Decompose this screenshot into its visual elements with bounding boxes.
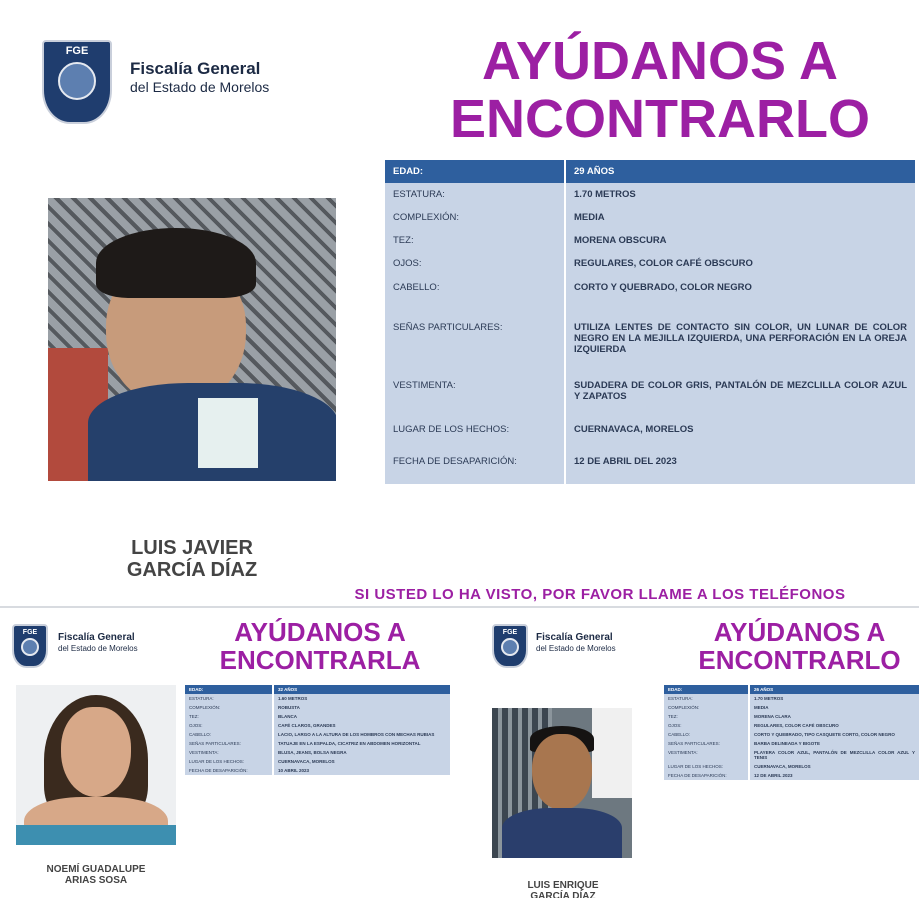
row-label: TEZ:: [185, 712, 273, 721]
person-name: NOEMÍ GUADALUPE ARIAS SOSA: [46, 864, 146, 886]
missing-person-photo: [492, 708, 632, 858]
headline: AYÚDANOS A ENCONTRARLO: [450, 31, 870, 150]
description-row: [385, 450, 915, 484]
row-label: TEZ:: [664, 712, 749, 721]
description-row: [664, 712, 919, 721]
headline: AYÚDANOS A ENCONTRARLO: [698, 617, 901, 676]
row-label: FECHA DE DESAPARICIÓN:: [385, 450, 565, 484]
row-label: ESTATURA:: [185, 694, 273, 703]
org-name: Fiscalía General: [130, 59, 261, 78]
description-row: [385, 374, 915, 418]
row-value: CAFÉ CLAROS, GRANDES: [278, 723, 336, 728]
headline: AYÚDANOS A ENCONTRARLA: [219, 617, 421, 676]
row-label: COMPLEXIÓN:: [664, 703, 749, 712]
description-row: [185, 721, 450, 730]
fge-badge-text: FGE: [502, 629, 518, 636]
row-value: BARBA DELINEADA Y BIGOTE: [754, 741, 821, 746]
row-value: 26 AÑOS: [749, 685, 919, 694]
description-row: [664, 721, 919, 730]
org-subtitle: del Estado de Morelos: [536, 644, 616, 653]
description-row: [185, 685, 450, 694]
row-label: VESTIMENTA:: [664, 748, 749, 762]
description-row: [185, 730, 450, 739]
description-table: [664, 685, 919, 780]
row-value: CUERNAVACA, MORELOS: [574, 424, 694, 435]
description-row: [185, 712, 450, 721]
description-row: [385, 206, 915, 229]
row-label: OJOS:: [664, 721, 749, 730]
org-subtitle: del Estado de Morelos: [130, 79, 270, 95]
row-value: CORTO Y QUEBRADO, TIPO CASQUETE CORTO, COLOR NEGRO: [754, 732, 895, 737]
description-row: [385, 183, 915, 206]
row-label: COMPLEXIÓN:: [185, 703, 273, 712]
row-label: VESTIMENTA:: [385, 374, 565, 418]
row-value: REGULARES, COLOR CAFÉ OBSCURO: [574, 258, 753, 269]
row-label: ESTATURA:: [664, 694, 749, 703]
description-row: [664, 771, 919, 780]
org-name: Fiscalía General: [536, 632, 613, 643]
row-label: LUGAR DE LOS HECHOS:: [664, 762, 749, 771]
description-row: [664, 762, 919, 771]
row-value: 29 AÑOS: [565, 160, 915, 183]
description-row: [385, 418, 915, 450]
row-value: CUERNAVACA, MORELOS: [754, 764, 811, 769]
row-value: SUDADERA DE COLOR GRIS, PANTALÓN DE MEZCLILLA COLOR AZUL Y ZAPATOS: [574, 380, 907, 402]
fge-badge-text: FGE: [22, 629, 38, 636]
row-value: MORENA OBSCURA: [574, 235, 667, 246]
call-to-action: SI USTED LO HA VISTO, POR FAVOR LLAME A LOS TELÉFONOS: [354, 586, 846, 603]
divider: [0, 606, 919, 608]
row-value: 10 ABRIL 2023: [278, 768, 310, 773]
missing-person-photo: [48, 198, 336, 481]
row-value: CORTO Y QUEBRADO, COLOR NEGRO: [574, 282, 752, 293]
row-value: 1.60 METROS: [278, 696, 308, 701]
fge-shield-icon: [42, 40, 112, 124]
row-value: 12 DE ABRIL DEL 2023: [574, 456, 677, 467]
fge-badge-text: FGE: [65, 45, 89, 57]
description-row: [385, 229, 915, 252]
row-label: TEZ:: [385, 229, 565, 252]
description-row: [185, 748, 450, 757]
description-row: [664, 730, 919, 739]
row-label: OJOS:: [385, 252, 565, 276]
description-row: [664, 685, 919, 694]
row-label: ESTATURA:: [385, 183, 565, 206]
description-row: [185, 694, 450, 703]
row-label: COMPLEXIÓN:: [385, 206, 565, 229]
row-value: BLANCA: [278, 714, 297, 719]
description-table: [185, 685, 450, 775]
row-label: CABELLO:: [385, 276, 565, 316]
fge-shield-icon: [12, 624, 48, 668]
description-row: [385, 252, 915, 276]
row-value: REGULARES, COLOR CAFÉ OBSCURO: [754, 723, 839, 728]
row-label: FECHA DE DESAPARICIÓN:: [664, 771, 749, 780]
row-value: MORENA CLARA: [754, 714, 791, 719]
row-value: 32 AÑOS: [273, 685, 450, 694]
left-poster: [0, 612, 460, 898]
row-value: 1.70 METROS: [574, 189, 636, 200]
person-name: LUIS ENRIQUE GARCÍA DÍAZ: [527, 880, 599, 898]
description-row: [385, 316, 915, 374]
row-value: 12 DE ABRIL 2023: [754, 773, 793, 778]
description-row: [664, 748, 919, 762]
person-name: LUIS JAVIER GARCÍA DÍAZ: [126, 537, 258, 581]
row-value: MEDIA: [574, 212, 605, 223]
row-value: BLUSA, JEANS, BOLSA NEGRA: [278, 750, 347, 755]
row-label: LUGAR DE LOS HECHOS:: [185, 757, 273, 766]
description-row: [664, 703, 919, 712]
description-row: [185, 739, 450, 748]
org-subtitle: del Estado de Morelos: [58, 644, 138, 653]
description-table: [385, 160, 915, 484]
row-label: VESTIMENTA:: [185, 748, 273, 757]
description-row: [185, 766, 450, 775]
row-label: SEÑAS PARTICULARES:: [664, 739, 749, 748]
row-value: LACIO, LARGO A LA ALTURA DE LOS HOMBROS CON MECHAS RUBIAS: [278, 732, 435, 737]
row-label: EDAD:: [664, 685, 749, 694]
description-row: [185, 703, 450, 712]
row-label: SEÑAS PARTICULARES:: [385, 316, 565, 374]
row-label: CABELLO:: [664, 730, 749, 739]
description-row: [664, 739, 919, 748]
row-value: ROBUSTA: [278, 705, 300, 710]
missing-person-photo: [16, 685, 176, 845]
row-label: CABELLO:: [185, 730, 273, 739]
row-value: MEDIA: [754, 705, 769, 710]
description-row: [664, 694, 919, 703]
row-value: UTILIZA LENTES DE CONTACTO SIN COLOR, UN LUNAR DE COLOR NEGRO EN LA MEJILLA IZQUIERDA, UNA PERFORACIÓN EN LA OREJA IZQUIERDA: [574, 322, 907, 355]
org-name: Fiscalía General: [58, 632, 135, 643]
row-label: EDAD:: [185, 685, 273, 694]
row-value: 1.70 METROS: [754, 696, 784, 701]
row-value: CUERNAVACA, MORELOS: [278, 759, 335, 764]
row-label: FECHA DE DESAPARICIÓN:: [185, 766, 273, 775]
main-poster: [0, 10, 919, 606]
description-row: [185, 757, 450, 766]
description-row: [385, 160, 915, 183]
row-label: EDAD:: [385, 160, 565, 183]
row-label: LUGAR DE LOS HECHOS:: [385, 418, 565, 450]
row-value: PLAYERA COLOR AZUL, PANTALÓN DE MEZCLILLA COLOR AZUL Y TENIS: [754, 750, 915, 760]
description-row: [385, 276, 915, 316]
row-label: SEÑAS PARTICULARES:: [185, 739, 273, 748]
fge-shield-icon: [492, 624, 528, 668]
right-poster: [480, 612, 919, 898]
row-label: OJOS:: [185, 721, 273, 730]
row-value: TATUAJE EN LA ESPALDA, CICATRIZ EN ABDOMEN HORIZONTAL: [278, 741, 421, 746]
